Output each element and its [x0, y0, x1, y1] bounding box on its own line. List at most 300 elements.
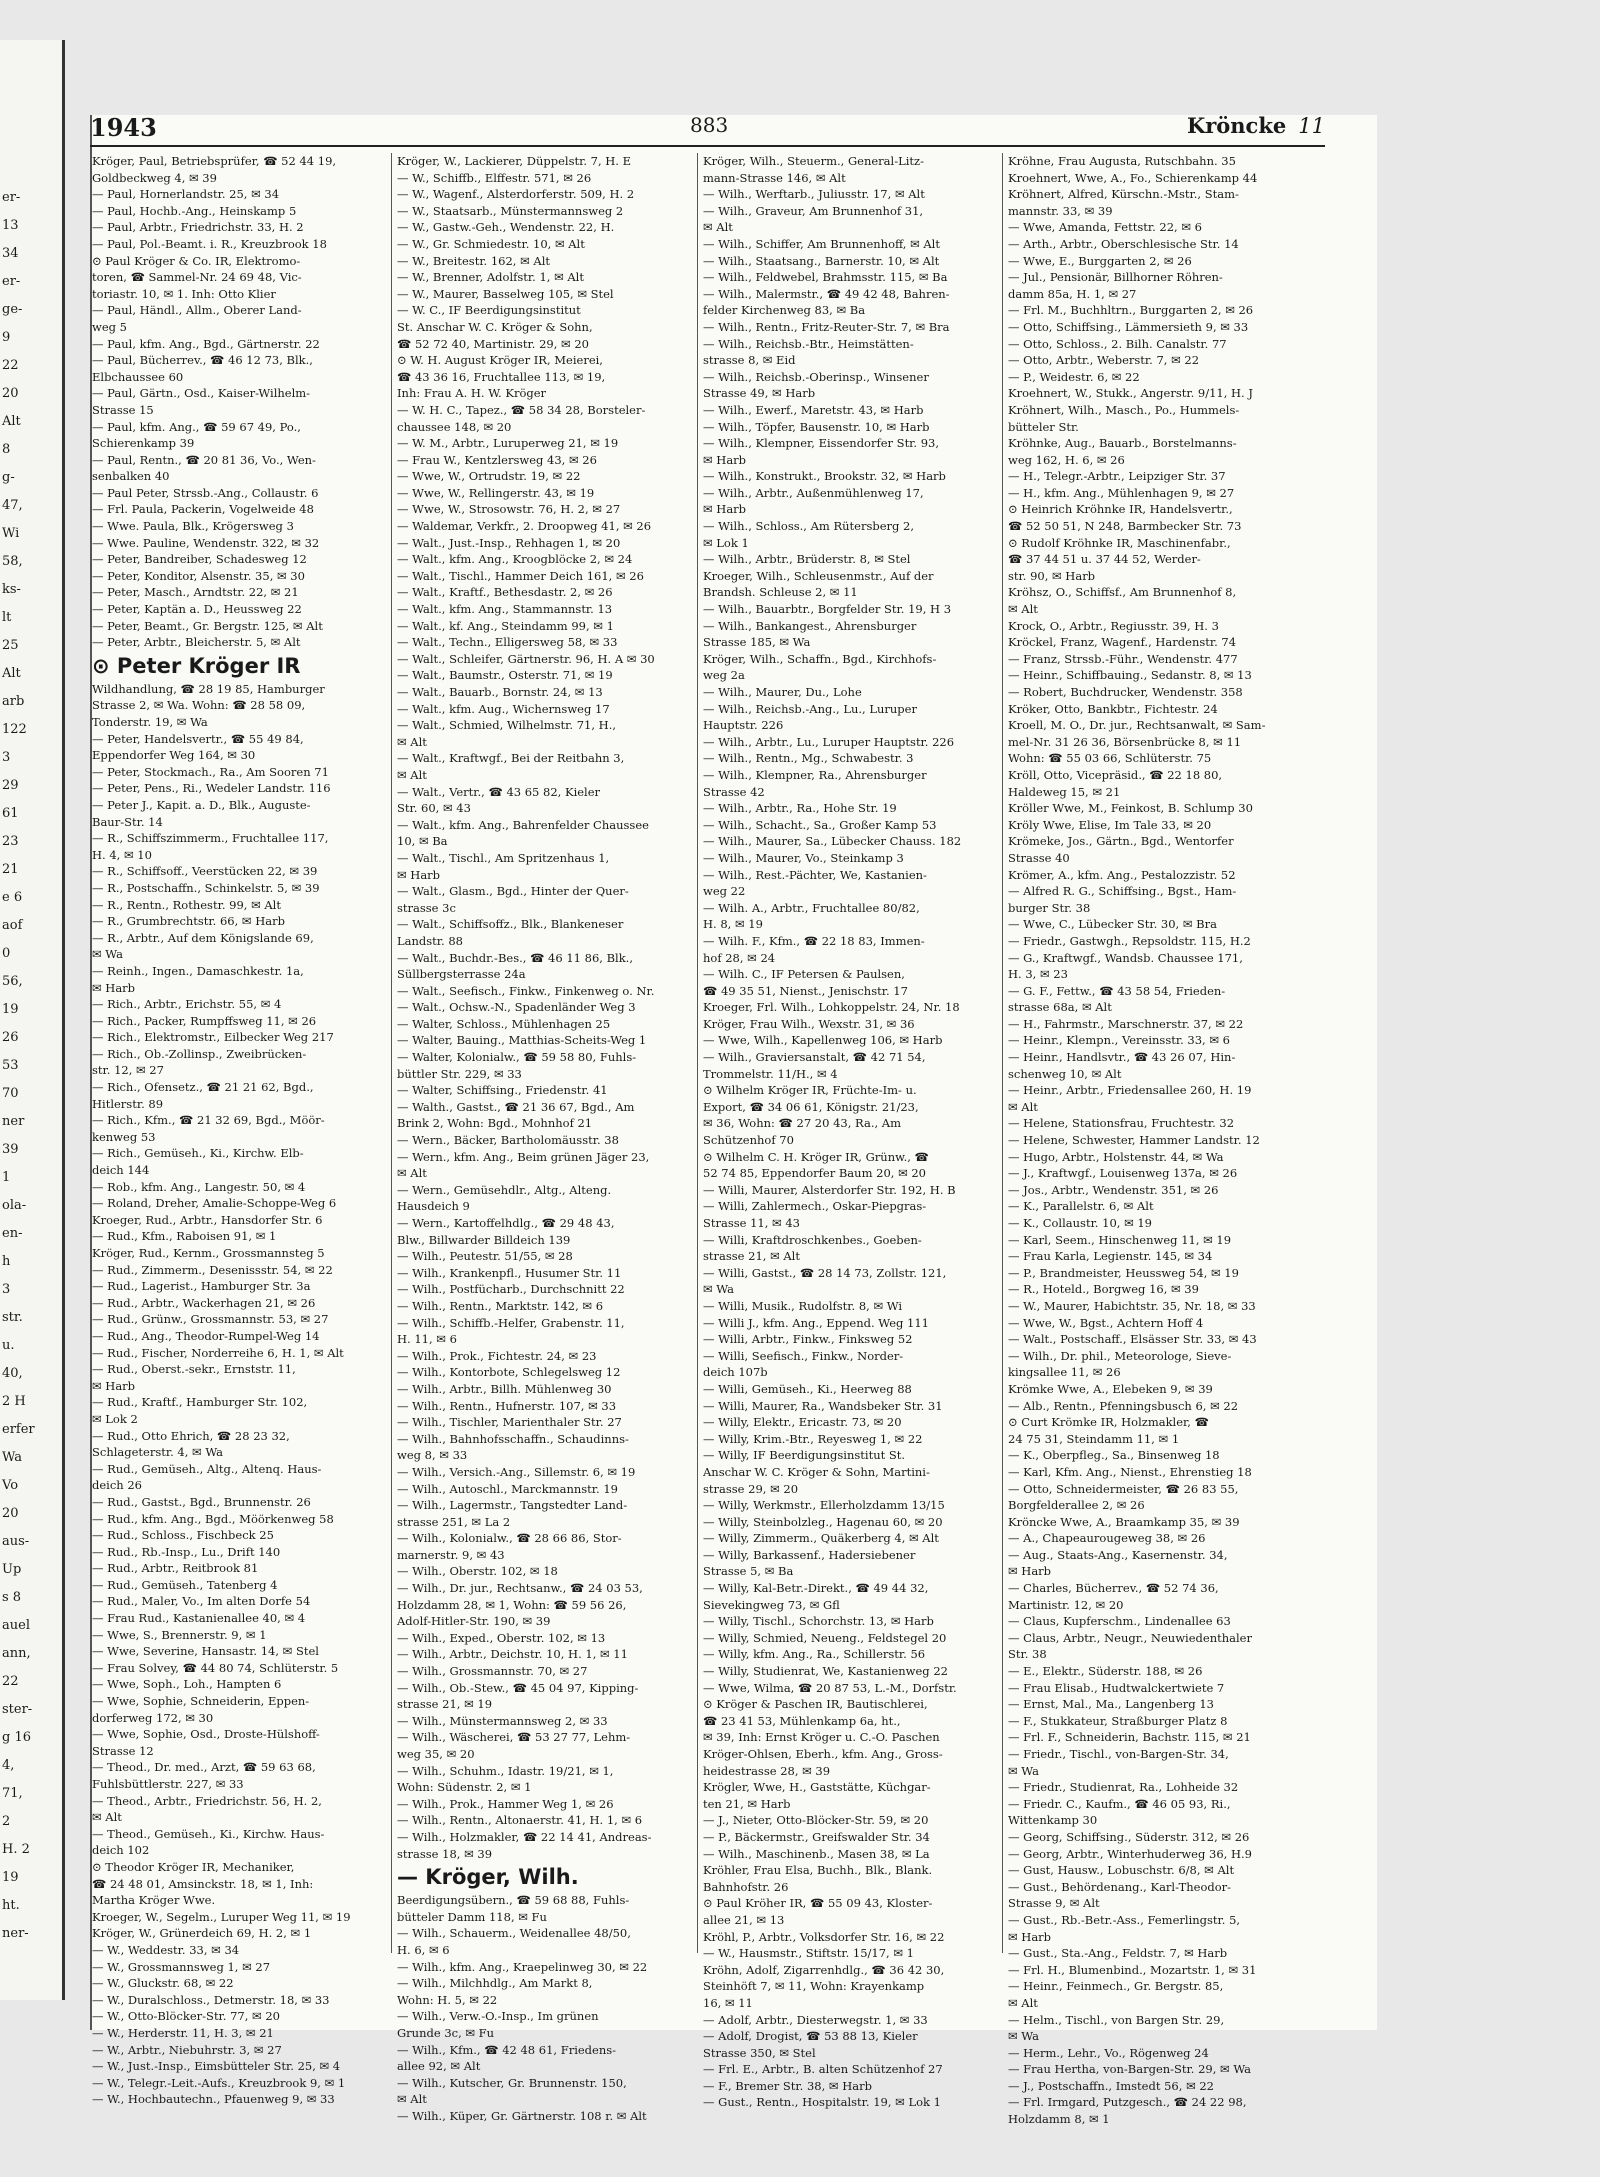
directory-entry-line: ✉ Wa [703, 1282, 734, 1297]
directory-entry-line: — A., Chapeaurougeweg 38, ✉ 26 [1008, 1531, 1206, 1546]
directory-entry-line: Süllbergsterrasse 24a [397, 967, 526, 982]
directory-entry-line: ⊙ Paul Kröher IR, ☎ 55 09 43, Kloster- [703, 1896, 933, 1911]
adjacent-page-fragment: 39 [2, 1142, 19, 1157]
directory-entry-line: Str. 38 [1008, 1647, 1047, 1662]
directory-entry-line: — W., Gluckstr. 68, ✉ 22 [92, 1976, 234, 1991]
directory-entry-line: — Frau W., Kentzlersweg 43, ✉ 26 [397, 452, 597, 467]
directory-entry-line: — Walter, Schiffsing., Friedenstr. 41 [397, 1083, 608, 1098]
directory-entry-line: — Gust., Rb.-Betr.-Ass., Femerlingstr. 5, [1008, 1912, 1241, 1927]
directory-entry-line: — Otto, Arbtr., Weberstr. 7, ✉ 22 [1008, 353, 1200, 368]
directory-entry-line: — Frau Rud., Kastanienallee 40, ✉ 4 [92, 1611, 306, 1626]
directory-entry-line: — Walt., Buchdr.-Bes., ☎ 46 11 86, Blk., [397, 950, 633, 965]
directory-entry-line: Wohn: H. 5, ✉ 22 [397, 1992, 498, 2007]
directory-entry-line: — J., Kraftwgf., Louisenweg 137a, ✉ 26 [1008, 1166, 1238, 1181]
directory-entry-line: — Theod., Dr. med., Arzt, ☎ 59 63 68, [92, 1760, 316, 1775]
directory-entry-line: — Wilh., Bankangest., Ahrensburger [703, 618, 917, 633]
directory-entry-line: 16, ✉ 11 [703, 1995, 753, 2010]
directory-entry-line: — Willy, Werkmstr., Ellerholzdamm 13/15 [703, 1498, 945, 1513]
directory-entry-line: — Jul., Pensionär, Billhorner Röhren- [1008, 270, 1223, 285]
directory-entry-line: — Wilh., Ewerf., Maretstr. 43, ✉ Harb [703, 402, 924, 417]
directory-entry-line: — Georg, Schiffsing., Süderstr. 312, ✉ 26 [1008, 1829, 1250, 1844]
directory-entry-line: — Wilh., Oberstr. 102, ✉ 18 [397, 1564, 558, 1579]
directory-entry-line: — Wilh., Konstrukt., Brookstr. 32, ✉ Harb [703, 469, 946, 484]
adjacent-page-fragment: 53 [2, 1058, 19, 1073]
directory-entry-line: — Wilh., Autoschl., Marckmannstr. 19 [397, 1481, 618, 1496]
directory-entry-line: — Wern., Kartoffelhdlg., ☎ 29 48 43, [397, 1216, 615, 1230]
directory-entry-line: ✉ Lok 1 [703, 535, 749, 550]
directory-entry-line: deich 144 [92, 1163, 150, 1178]
directory-entry-line: Tonderstr. 19, ✉ Wa [92, 715, 208, 729]
directory-entry-line: — Helene, Schwester, Hammer Landstr. 12 [1008, 1133, 1260, 1148]
directory-entry-line: — Paul, Arbtr., Friedrichstr. 33, H. 2 [92, 220, 304, 235]
directory-entry-line: Kröhn, Adolf, Zigarrenhdlg., ☎ 36 42 30, [703, 1962, 945, 1977]
column-divider [697, 153, 698, 1953]
directory-entry-line: — Willy, Studienrat, We, Kastanienweg 22 [703, 1664, 948, 1679]
directory-entry-line: — K., Collaustr. 10, ✉ 19 [1008, 1216, 1152, 1230]
adjacent-page-fragment: g- [2, 470, 15, 485]
directory-entry-line: kingsallee 11, ✉ 26 [1008, 1365, 1121, 1380]
directory-entry-line: — Willy, Elektr., Ericastr. 73, ✉ 20 [703, 1415, 902, 1430]
directory-entry-line: Strasse 350, ✉ Stel [703, 2045, 816, 2060]
adjacent-page-fragment: 26 [2, 1030, 19, 1045]
adjacent-page-fragment: Wi [2, 526, 20, 541]
directory-entry-line: Baur-Str. 14 [92, 814, 163, 829]
directory-entry-line: Kröckel, Franz, Wagenf., Hardenstr. 74 [1008, 635, 1237, 650]
directory-entry-line: — Wilh., Dr. jur., Rechtsanw., ☎ 24 03 53, [397, 1581, 643, 1596]
directory-entry-line: — Walt., Tischl., Am Spritzenhaus 1, [397, 850, 610, 865]
directory-entry-line: — Wwe, Severine, Hansastr. 14, ✉ Stel [92, 1644, 319, 1659]
directory-entry-line: weg 22 [703, 884, 746, 899]
directory-entry-line: — Gust., Rentn., Hospitalstr. 19, ✉ Lok 1 [703, 2095, 941, 2110]
directory-entry-line: — Peter, Konditor, Alsenstr. 35, ✉ 30 [92, 568, 305, 583]
directory-entry-line: — Willy, IF Beerdigungsinstitut St. [703, 1448, 906, 1463]
directory-entry-line: Kroeger, Rud., Arbtr., Hansdorfer Str. 6 [92, 1212, 323, 1227]
directory-entry-line: — Walter, Schloss., Mühlenhagen 25 [397, 1016, 611, 1031]
directory-entry-line: Anschar W. C. Kröger & Sohn, Martini- [703, 1464, 930, 1479]
directory-entry-line: — Walt., Vertr., ☎ 43 65 82, Kieler [397, 784, 601, 799]
directory-entry-line: — Charles, Bücherrev., ☎ 52 74 36, [1008, 1581, 1219, 1596]
directory-entry-line: Schlageterstr. 4, ✉ Wa [92, 1445, 224, 1460]
directory-entry-line: — R., Schiffsoff., Veerstücken 22, ✉ 39 [92, 864, 318, 879]
adjacent-page-fragment: 19 [2, 1002, 19, 1017]
directory-entry-line: weg 162, H. 6, ✉ 26 [1008, 452, 1125, 467]
directory-entry-line: — Wilh., Münstermannsweg 2, ✉ 33 [397, 1713, 608, 1728]
directory-entry-line: Strasse 12 [92, 1743, 154, 1758]
directory-entry-line: — Paul, kfm. Ang., Bgd., Gärtnerstr. 22 [92, 336, 320, 351]
directory-entry-line: Bahnhofstr. 26 [703, 1879, 789, 1894]
directory-entry-line: H. 8, ✉ 19 [703, 917, 763, 932]
directory-entry-line: Kröger, Paul, Betriebsprüfer, ☎ 52 44 19, [92, 154, 337, 168]
directory-entry-line: hof 28, ✉ 24 [703, 950, 776, 965]
directory-entry-line: — Rud., Arbtr., Wackerhagen 21, ✉ 26 [92, 1295, 316, 1310]
directory-entry-line: — Wilh., Tischler, Marienthaler Str. 27 [397, 1415, 622, 1430]
directory-entry-line: Landstr. 88 [397, 933, 463, 948]
directory-entry-line: — Hugo, Arbtr., Holstenstr. 44, ✉ Wa [1008, 1149, 1224, 1164]
directory-entry-line: — Willy, Schmied, Neueng., Feldstegel 20 [703, 1630, 947, 1645]
directory-entry-line: Martinistr. 12, ✉ 20 [1008, 1597, 1124, 1612]
directory-entry-line: — G., Kraftwgf., Wandsb. Chaussee 171, [1008, 950, 1243, 965]
directory-entry-line: — P., Brandmeister, Heussweg 54, ✉ 19 [1008, 1265, 1239, 1280]
directory-entry-line: — Aug., Staats-Ang., Kasernenstr. 34, [1008, 1547, 1228, 1562]
directory-entry-line: — Peter, Kaptän a. D., Heussweg 22 [92, 602, 302, 617]
directory-entry-line: — Theod., Gemüseh., Ki., Kirchw. Haus- [92, 1826, 325, 1841]
directory-entry-line: — W., Hochbautechn., Pfauenweg 9, ✉ 33 [92, 2092, 335, 2107]
directory-entry-line: Wildhandlung, ☎ 28 19 85, Hamburger [92, 681, 325, 696]
directory-entry-line: — Peter, Bandreiber, Schadesweg 12 [92, 552, 307, 567]
directory-entry-line: Kroehnert, Wwe, A., Fo., Schierenkamp 44 [1008, 170, 1258, 185]
directory-entry-line: — Wilh., Bauarbtr., Borgfelder Str. 19, H 3 [703, 602, 952, 617]
directory-column-1 [92, 153, 384, 2108]
directory-entry-line: — Walt., kf. Ang., Steindamm 99, ✉ 1 [397, 618, 614, 633]
directory-entry-line: Krögler, Wwe, H., Gaststätte, Küchgar- [703, 1780, 931, 1795]
adjacent-page-fragment: en- [2, 1226, 23, 1241]
directory-entry-line: — Friedr., Studienrat, Ra., Lohheide 32 [1008, 1780, 1239, 1795]
directory-entry-line: H. 4, ✉ 10 [92, 847, 152, 862]
directory-entry-line: — Wilh., Kutscher, Gr. Brunnenstr. 150, [397, 2075, 627, 2090]
directory-entry-line: ⊙ Wilhelm C. H. Kröger IR, Grünw., ☎ [703, 1149, 929, 1164]
directory-entry-line: — Willi, Maurer, Ra., Wandsbeker Str. 31 [703, 1398, 943, 1413]
directory-entry-line: — F., Stukkateur, Straßburger Platz 8 [1008, 1713, 1228, 1728]
directory-entry-line: — E., Elektr., Süderstr. 188, ✉ 26 [1008, 1664, 1203, 1679]
directory-entry-line: — Ernst, Mal., Ma., Langenberg 13 [1008, 1697, 1214, 1712]
directory-entry-line: ✉ Harb [703, 452, 747, 467]
directory-entry-line: Elbchaussee 60 [92, 369, 184, 384]
directory-entry-line: strasse 8, ✉ Eid [703, 353, 796, 368]
directory-entry-line: — Heinr., Klempn., Vereinsstr. 33, ✉ 6 [1008, 1033, 1230, 1048]
directory-entry-line: Holzdamm 8, ✉ 1 [1008, 2112, 1110, 2127]
directory-entry-line: — W., Gr. Schmiedestr. 10, ✉ Alt [397, 236, 585, 251]
directory-entry-line: Borgfelderallee 2, ✉ 26 [1008, 1498, 1145, 1513]
directory-entry-line: — Frau Hertha, von-Bargen-Str. 29, ✉ Wa [1008, 2062, 1252, 2077]
directory-entry-line: Strasse 49, ✉ Harb [703, 386, 816, 401]
directory-entry-line: — Paul, Bücherrev., ☎ 46 12 73, Blk., [92, 353, 313, 368]
directory-entry-line: — Peter, Beamt., Gr. Bergstr. 125, ✉ Alt [92, 618, 323, 633]
directory-entry-line: — P., Bäckermstr., Greifswalder Str. 34 [703, 1829, 930, 1844]
directory-entry-line: Schützenhof 70 [703, 1133, 794, 1148]
adjacent-page-fragment: 29 [2, 778, 19, 793]
directory-entry-line: ☎ 43 36 16, Fruchtallee 113, ✉ 19, [397, 369, 606, 384]
directory-entry-line: — Gust, Hausw., Lobuschstr. 6/8, ✉ Alt [1008, 1863, 1235, 1878]
directory-entry-line: — Willi, Maurer, Alsterdorfer Str. 192, H. B [703, 1182, 956, 1197]
directory-entry-line: — Wwe, Wilma, ☎ 20 87 53, L.-M., Dorfstr. [703, 1680, 957, 1695]
directory-entry-line: Kröhler, Frau Elsa, Buchh., Blk., Blank. [703, 1863, 933, 1878]
directory-entry-line: — Wilh., Arbtr., Brüderstr. 8, ✉ Stel [703, 552, 911, 567]
directory-entry-line: — Wilh., Rentn., Marktstr. 142, ✉ 6 [397, 1298, 604, 1313]
directory-entry-line: — Wilh., Arbtr., Ra., Hohe Str. 19 [703, 801, 897, 816]
directory-entry-line: Strasse 9, ✉ Alt [1008, 1896, 1100, 1911]
directory-entry-line: — W., Wagenf., Alsterdorferstr. 509, H. 2 [397, 187, 635, 202]
adjacent-page-fragment: erfer [2, 1422, 35, 1437]
adjacent-page-fragment: e 6 [2, 890, 23, 905]
directory-entry-line: — Wwe, Sophie, Osd., Droste-Hülshoff- [92, 1727, 320, 1742]
directory-entry-line: Kröger-Ohlsen, Eberh., kfm. Ang., Gross- [703, 1747, 943, 1761]
adjacent-page-fragment: h [2, 1254, 11, 1269]
directory-entry-line: — Rud., Maler, Vo., Im alten Dorfe 54 [92, 1594, 311, 1609]
directory-entry-line: — Wilh., Arbtr., Deichstr. 10, H. 1, ✉ 11 [397, 1647, 628, 1662]
adjacent-page-fragment: 20 [2, 1506, 19, 1521]
directory-entry-line: — Paul, Pol.-Beamt. i. R., Kreuzbrook 18 [92, 236, 327, 251]
directory-entry-line: — K., Oberpfleg., Sa., Binsenweg 18 [1008, 1448, 1220, 1463]
directory-entry-line: — H., Fahrmstr., Marschnerstr. 37, ✉ 22 [1008, 1016, 1244, 1031]
directory-entry-line: — W., Just.-Insp., Eimsbütteler Str. 25, ✉ 4 [92, 2059, 341, 2074]
directory-entry-line: — Willy, Barkassenf., Hadersiebener [703, 1547, 916, 1562]
directory-entry-line: — Paul, Hornerlandstr. 25, ✉ 34 [92, 187, 280, 202]
directory-entry-line: — J., Nieter, Otto-Blöcker-Str. 59, ✉ 20 [703, 1813, 929, 1828]
directory-entry-line: dorferweg 172, ✉ 30 [92, 1710, 214, 1725]
directory-entry-line: — Reinh., Ingen., Damaschkestr. 1a, [92, 963, 304, 978]
directory-entry-line: — Rud., Rb.-Insp., Lu., Drift 140 [92, 1544, 281, 1559]
directory-entry-line: — Wern., Gemüsehdlr., Altg., Alteng. [397, 1182, 612, 1197]
directory-entry-line: bütteler Str. [1008, 419, 1079, 434]
directory-entry-line: — Herm., Lehr., Vo., Rögenweg 24 [1008, 2045, 1209, 2060]
directory-entry-line: felder Kirchenweg 83, ✉ Ba [703, 303, 866, 318]
directory-entry-line: — K., Parallelstr. 6, ✉ Alt [1008, 1199, 1154, 1214]
directory-entry-line: ☎ 37 44 51 u. 37 44 52, Werder- [1008, 552, 1201, 567]
directory-entry-line: — W., Brenner, Adolfstr. 1, ✉ Alt [397, 270, 584, 285]
directory-entry-line: — Rud., Kraftf., Hamburger Str. 102, [92, 1395, 308, 1410]
directory-entry-line: — Wilh., Wäscherei, ☎ 53 27 77, Lehm- [397, 1730, 631, 1745]
directory-entry-line: — Wilh., Maurer, Vo., Steinkamp 3 [703, 850, 904, 865]
directory-entry-line: Martha Kröger Wwe. [92, 1893, 216, 1908]
adjacent-page-fragment: ner- [2, 1926, 29, 1941]
adjacent-page-fragment: ge- [2, 302, 23, 317]
directory-entry-line: — Paul, Gärtn., Osd., Kaiser-Wilhelm- [92, 386, 311, 401]
directory-entry-line: Kröger, Wilh., Schaffn., Bgd., Kirchhofs- [703, 651, 937, 666]
directory-entry-line: — Walt., Glasm., Bgd., Hinter der Quer- [397, 884, 629, 899]
adjacent-page-fragment: 70 [2, 1086, 19, 1101]
directory-entry-line: St. Anschar W. C. Kröger & Sohn, [397, 319, 593, 334]
directory-entry-line: allee 21, ✉ 13 [703, 1912, 785, 1927]
directory-entry-line: mannstr. 33, ✉ 39 [1008, 203, 1113, 218]
directory-entry-line: strasse 29, ✉ 20 [703, 1481, 799, 1496]
adjacent-page-fragment: 20 [2, 386, 19, 401]
directory-entry-line: kenweg 53 [92, 1129, 156, 1144]
directory-entry-line: — Alfred R. G., Schiffsing., Bgst., Ham- [1008, 884, 1237, 899]
adjacent-page-fragment: 23 [2, 834, 19, 849]
adjacent-page-fragment: 40, [2, 1366, 23, 1381]
directory-entry-line: — Wilh., kfm. Ang., Kraepelinweg 30, ✉ 22 [397, 1959, 648, 1974]
directory-entry-line: — Wilh., Lagermstr., Tangstedter Land- [397, 1498, 628, 1513]
directory-entry-line: — Wilh., Dr. phil., Meteorologe, Sieve- [1008, 1348, 1232, 1363]
directory-entry-line: — Walt., Postschaff., Elsässer Str. 33, ✉ 43 [1008, 1332, 1257, 1347]
directory-entry-line: ✉ Wa [1008, 1763, 1039, 1778]
directory-entry-line: — Walt., kfm. Aug., Wichernsweg 17 [397, 701, 610, 716]
directory-entry-line: — Wilh., Schuhm., Idastr. 19/21, ✉ 1, [397, 1763, 614, 1778]
directory-entry-line: — Willi, Gemüseh., Ki., Heerweg 88 [703, 1381, 912, 1396]
directory-entry-line: — Wwe. Pauline, Wendenstr. 322, ✉ 32 [92, 535, 320, 550]
directory-entry-line: ten 21, ✉ Harb [703, 1796, 791, 1811]
directory-entry-line: — Rich., Arbtr., Erichstr. 55, ✉ 4 [92, 997, 282, 1012]
adjacent-page-fragment: ola- [2, 1198, 27, 1213]
directory-entry-line: — Willi, Seefisch., Finkw., Norder- [703, 1348, 904, 1363]
directory-entry-line: H. 3, ✉ 23 [1008, 967, 1068, 982]
directory-entry-line: — Wilh., Grossmannstr. 70, ✉ 27 [397, 1664, 588, 1679]
directory-entry-line: Brink 2, Wohn: Bgd., Mohnhof 21 [397, 1116, 593, 1131]
directory-entry-line: — Wilh., Rest.-Pächter, We, Kastanien- [703, 867, 927, 882]
directory-entry-line: — Frau Solvey, ☎ 44 80 74, Schlüterstr. 5 [92, 1660, 339, 1675]
directory-entry-line: schenweg 10, ✉ Alt [1008, 1066, 1122, 1081]
directory-entry-line: — W., Duralschloss., Detmerstr. 18, ✉ 33 [92, 1992, 330, 2007]
directory-entry-line: — Walt., kfm. Ang., Stammannstr. 13 [397, 602, 613, 617]
directory-entry-line: Strasse 2, ✉ Wa. Wohn: ☎ 28 58 09, [92, 698, 306, 713]
directory-entry-line: — Willy, kfm. Ang., Ra., Schillerstr. 56 [703, 1647, 926, 1662]
page-year: 1943 [90, 113, 157, 142]
directory-entry-line: — Wilh., Reichsb.-Btr., Heimstätten- [703, 336, 914, 351]
directory-entry-line: ☎ 52 50 51, N 248, Barmbecker Str. 73 [1008, 519, 1242, 534]
directory-entry-line: — Robert, Buchdrucker, Wendenstr. 358 [1008, 685, 1243, 699]
directory-entry-line: — Wilh., Kfm., ☎ 42 48 61, Friedens- [397, 2042, 617, 2057]
directory-entry-line: — Waldemar, Verkfr., 2. Droopweg 41, ✉ 26 [397, 519, 652, 534]
directory-entry-line: — Wwe, W., Bgst., Achtern Hoff 4 [1008, 1315, 1204, 1330]
directory-entry-line: — Wilh., Schacht., Sa., Großer Kamp 53 [703, 817, 937, 832]
directory-entry-line: — Paul Peter, Strssb.-Ang., Collaustr. 6 [92, 485, 319, 500]
directory-entry-line: ☎ 23 41 53, Mühlenkamp 6a, ht., [703, 1713, 901, 1728]
adjacent-page-fragment: 2 [2, 1814, 11, 1829]
directory-entry-line: Kroeger, Frl. Wilh., Lohkoppelstr. 24, Nr. 18 [703, 1000, 960, 1015]
directory-entry-line: — Rud., Grünw., Grossmannstr. 53, ✉ 27 [92, 1312, 329, 1327]
directory-entry-line: — Wilh., Bahnhofsschaffn., Schaudinns- [397, 1431, 629, 1446]
directory-entry-line: — Walt., Schiffsoffz., Blk., Blankeneser [397, 917, 624, 932]
directory-entry-line: ✉ Harb [397, 867, 441, 882]
directory-entry-line: — Walt., kfm. Ang., Kroogblöcke 2, ✉ 24 [397, 552, 633, 567]
directory-entry-line: Strasse 185, ✉ Wa [703, 635, 811, 650]
directory-entry-line: — Wilh., Graveur, Am Brunnenhof 31, [703, 203, 924, 218]
adjacent-page-fragment: ann, [2, 1646, 31, 1661]
directory-entry-line: ✉ Alt [92, 1810, 122, 1825]
directory-entry-line: — Helm., Tischl., von Bargen Str. 29, [1008, 2012, 1225, 2027]
adjacent-page-fragment: 2 H [2, 1394, 26, 1409]
directory-entry-line: — Wilh., Staatsang., Barnerstr. 10, ✉ Alt [703, 253, 940, 268]
directory-entry-line: — J., Postschaffn., Imstedt 56, ✉ 22 [1008, 2078, 1214, 2093]
directory-entry-line: ✉ Harb [1008, 1564, 1052, 1579]
directory-entry-line: — Rich., Elektromstr., Eilbecker Weg 217 [92, 1030, 334, 1045]
directory-entry-line: toriastr. 10, ✉ 1. Inh: Otto Klier [92, 286, 276, 301]
adjacent-page-fragment: 58, [2, 554, 23, 569]
directory-entry-line: strasse 3c [397, 900, 456, 915]
directory-entry-line: — Frl. Irmgard, Putzgesch., ☎ 24 22 98, [1008, 2095, 1247, 2110]
directory-entry-line: — Frl. M., Buchhltrn., Burggarten 2, ✉ 26 [1008, 303, 1254, 318]
directory-entry-line: weg 2a [703, 668, 745, 683]
directory-entry-line: Haldeweg 15, ✉ 21 [1008, 784, 1121, 799]
directory-entry-line: — Wilh., Maschinenb., Masen 38, ✉ La [703, 1846, 930, 1861]
adjacent-page-fragment: auel [2, 1618, 30, 1633]
directory-entry-line: allee 92, ✉ Alt [397, 2059, 481, 2074]
adjacent-page-fragment: ks- [2, 582, 21, 597]
directory-entry-line: — Frau Karla, Legienstr. 145, ✉ 34 [1008, 1249, 1213, 1264]
directory-entry-line: — Rud., Arbtr., Reitbrook 81 [92, 1561, 259, 1576]
directory-entry-line: — Paul, kfm. Ang., ☎ 59 67 49, Po., [92, 419, 301, 434]
directory-entry-line: ✉ Wa [92, 947, 123, 962]
directory-entry-line: — Willi, Zahlermech., Oskar-Piepgras- [703, 1199, 927, 1214]
directory-entry-line: ⊙ Peter Kröger IR [92, 653, 301, 678]
directory-entry-line: — Wwe, S., Brennerstr. 9, ✉ 1 [92, 1627, 267, 1642]
directory-entry-line: — Wilh., Graviersanstalt, ☎ 42 71 54, [703, 1050, 926, 1065]
directory-entry-line: — Wilh., Reichsb.-Oberinsp., Winsener [703, 369, 929, 384]
directory-entry-line: Kröncke Wwe, A., Braamkamp 35, ✉ 39 [1008, 1514, 1240, 1529]
adjacent-page-fragment: 13 [2, 218, 19, 233]
directory-entry-line: Kröhnert, Wilh., Masch., Po., Hummels- [1008, 402, 1240, 417]
directory-entry-line: ✉ Alt [397, 767, 427, 782]
directory-entry-line: ✉ Harb [703, 502, 747, 517]
directory-entry-line: — Frl. Paula, Packerin, Vogelweide 48 [92, 502, 314, 517]
adjacent-page-fragment: g 16 [2, 1730, 31, 1745]
directory-entry-line: strasse 251, ✉ La 2 [397, 1514, 511, 1529]
directory-entry-line: Brandsh. Schleuse 2, ✉ 11 [703, 585, 858, 600]
directory-entry-line: — Wilh., Arbtr., Billh. Mühlenweg 30 [397, 1381, 612, 1396]
directory-entry-line: — Walt., Schleifer, Gärtnerstr. 96, H. A ✉ 30 [397, 651, 655, 666]
directory-entry-line: Trommelstr. 11/H., ✉ 4 [703, 1066, 838, 1081]
directory-entry-line: — Adolf, Arbtr., Diesterwegstr. 1, ✉ 33 [703, 2012, 928, 2027]
adjacent-page-fragment: u. [2, 1338, 15, 1353]
directory-entry-line: str. 12, ✉ 27 [92, 1063, 164, 1078]
directory-entry-line: — W., Grossmannsweg 1, ✉ 27 [92, 1959, 271, 1974]
directory-entry-line: — Friedr., Gastwgh., Repsoldstr. 115, H.2 [1008, 933, 1251, 948]
directory-entry-line: — R., Grumbrechtstr. 66, ✉ Harb [92, 914, 285, 929]
adjacent-page-fragment: Vo [2, 1478, 19, 1493]
directory-entry-line: Str. 60, ✉ 43 [397, 801, 471, 816]
directory-entry-line: — Wilh., Schloss., Am Rütersberg 2, [703, 519, 915, 534]
directory-entry-line: — Rich., Packer, Rumpffsweg 11, ✉ 26 [92, 1013, 317, 1028]
directory-entry-line: — Wilh., Prok., Fichtestr. 24, ✉ 23 [397, 1348, 597, 1363]
adjacent-page-fragment: 4, [2, 1758, 15, 1773]
directory-entry-line: — Franz, Strssb.-Führ., Wendenstr. 477 [1008, 651, 1238, 666]
directory-entry-line: Hauptstr. 226 [703, 718, 784, 733]
directory-entry-line: — Frau Elisab., Hudtwalckertwiete 7 [1008, 1680, 1225, 1695]
directory-entry-line: deich 107b [703, 1365, 768, 1380]
directory-entry-line: toren, ☎ Sammel-Nr. 24 69 48, Vic- [92, 270, 302, 285]
directory-entry-line: — Rud., kfm. Ang., Bgd., Möörkenweg 58 [92, 1511, 334, 1526]
adjacent-page-fragment: 0 [2, 946, 11, 961]
directory-entry-line: — Adolf, Drogist, ☎ 53 88 13, Kieler [703, 2029, 918, 2044]
directory-entry-line: — H., Telegr.-Arbtr., Leipziger Str. 37 [1008, 469, 1226, 484]
directory-entry-line: — Rud., Zimmerm., Desenissstr. 54, ✉ 22 [92, 1262, 333, 1277]
directory-entry-line: marnerstr. 9, ✉ 43 [397, 1547, 505, 1562]
directory-entry-line: — Rud., Gemüseh., Altg., Altenq. Haus- [92, 1461, 322, 1476]
directory-entry-line: Krömer, A., kfm. Ang., Pestalozzistr. 52 [1008, 867, 1236, 882]
directory-entry-line: — Wilh., Klempner, Eissendorfer Str. 93, [703, 436, 940, 451]
directory-entry-line: — Wwe, Soph., Loh., Hampten 6 [92, 1677, 282, 1692]
directory-entry-line: — Wwe, W., Rellingerstr. 43, ✉ 19 [397, 485, 595, 500]
directory-entry-line: — W., Otto-Blöcker-Str. 77, ✉ 20 [92, 2009, 280, 2024]
directory-entry-line: — Wilh., Malermstr., ☎ 49 42 48, Bahren- [703, 286, 950, 301]
directory-entry-line: Strasse 5, ✉ Ba [703, 1564, 794, 1579]
adjacent-page-fragment: 3 [2, 750, 11, 765]
directory-entry-line: heidestrasse 28, ✉ 39 [703, 1763, 831, 1778]
directory-entry-line: ⊙ Rudolf Kröhnke IR, Maschinenfabr., [1008, 535, 1231, 550]
directory-entry-line: — W. M., Arbtr., Luruperweg 21, ✉ 19 [397, 436, 619, 451]
directory-entry-line: — Willy, Steinbolzleg., Hagenau 60, ✉ 20 [703, 1514, 943, 1529]
adjacent-page-fragment: 3 [2, 1282, 11, 1297]
directory-entry-line: Sievekingweg 73, ✉ Gfl [703, 1597, 840, 1612]
directory-entry-line: — Rob., kfm. Ang., Langestr. 50, ✉ 4 [92, 1179, 306, 1194]
directory-entry-line: — Wwe, E., Burggarten 2, ✉ 26 [1008, 253, 1192, 268]
directory-entry-line: — W., Gastw.-Geh., Wendenstr. 22, H. [397, 220, 615, 235]
directory-entry-line: — Wilh. A., Arbtr., Fruchtallee 80/82, [703, 900, 920, 915]
directory-entry-line: — Wilh., Milchhdlg., Am Markt 8, [397, 1976, 593, 1991]
adjacent-page-fragment: 9 [2, 330, 11, 345]
adjacent-page-fragment: ner [2, 1114, 25, 1129]
directory-entry-line: — Wilh., Holzmakler, ☎ 22 14 41, Andreas- [397, 1829, 652, 1844]
directory-entry-line: — Wilh., Postfücharb., Durchschnitt 22 [397, 1282, 625, 1297]
directory-entry-line: Krömeke, Jos., Gärtn., Bgd., Wentorfer [1008, 834, 1234, 849]
directory-entry-line: — P., Weidestr. 6, ✉ 22 [1008, 369, 1140, 384]
directory-entry-line: Kröger, Rud., Kernm., Grossmannsteg 5 [92, 1246, 325, 1260]
directory-entry-line: Krock, O., Arbtr., Regiusstr. 39, H. 3 [1008, 618, 1219, 633]
directory-entry-line: — Wilh., Rentn., Hufnerstr. 107, ✉ 33 [397, 1398, 617, 1413]
directory-entry-line: — Alb., Rentn., Pfenningsbusch 6, ✉ 22 [1008, 1398, 1239, 1413]
directory-entry-line: — Wilh., Kolonialw., ☎ 28 66 86, Stor- [397, 1531, 622, 1546]
directory-entry-line: büttler Str. 229, ✉ 33 [397, 1066, 522, 1081]
